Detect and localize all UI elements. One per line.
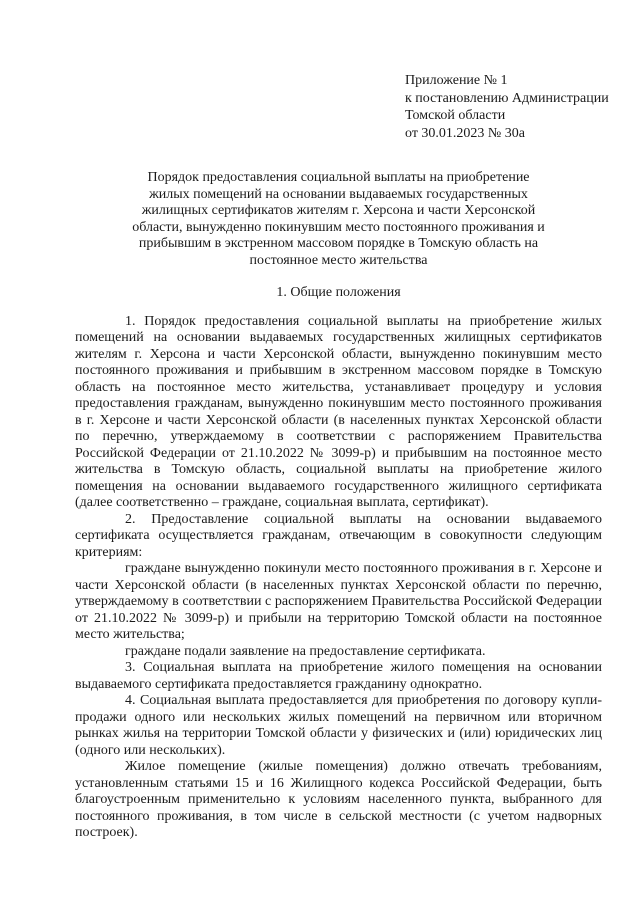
header-line-resolution: к постановлению Администрации	[405, 90, 609, 106]
section-heading: 1. Общие положения	[276, 285, 401, 300]
paragraph-2: 2. Предоставление социальной выплаты на основании выдаваемого сертификата осуществляется гражданам, отвечающим в совокупности следующим критериям:	[75, 511, 602, 560]
document-title: Порядок предоставления социальной выплаты на приобретение жилых помещений на основании выдаваемых государственных жилищных сертификатов жителям г. Херсона и части Херсонской области, вынужденно покинувшим место постоянного проживания и прибывшим в экстренном массовом порядке в Томскую область на постоянное место жительства	[132, 170, 545, 268]
paragraph-4-housing-requirements: Жилое помещение (жилые помещения) должно отвечать требованиям, установленным статьями 15 и 16 Жилищного кодекса Российской Федерации, быть благоустроенным применительно к условиям населенного пункта, выбранного для постоянного проживания, в том числе в сельской местности (с учетом надворных построек).	[75, 759, 602, 840]
paragraph-1: 1. Порядок предоставления социальной выплаты на приобретение жилых помещений на основании выдаваемых государственных жилищных сертификатов жителям г. Херсона и части Херсонской области, вынужденно покинувшим место постоянного проживания и прибывшим в экстренном массовом порядке в Томскую область на постоянное место жительства, устанавливает процедуру и условия предоставления гражданам, вынужденно покинувшим место постоянного проживания в г. Херсоне и части Херсонской области (в населенных пунктах Херсонской области по перечню, утверждаемому в соответствии с распоряжением Правительства Российской Федерации от 21.10.2022 № 3099-р) и прибывшим на постоянное место жительства в Томскую область, социальной выплаты на приобретение жилого помещения на основании выдаваемого государственного жилищного сертификата (далее соответственно – граждане, социальная выплата, сертификат).	[75, 313, 602, 510]
paragraph-2-criterion-1: граждане вынужденно покинули место постоянного проживания в г. Херсоне и части Херсонской области (в населенных пунктах Херсонской области по перечню, утверждаемому в соответствии с распоряжением Правительства Российской Федерации от 21.10.2022 № 3099-р) и прибыли на территорию Томской области на постоянное место жительства;	[75, 561, 602, 642]
document-header	[405, 72, 609, 142]
paragraph-3: 3. Социальная выплата на приобретение жилого помещения на основании выдаваемого сертификата предоставляется гражданину однократно.	[75, 660, 602, 692]
header-line-date-number: от 30.01.2023 № 30а	[405, 125, 526, 141]
header-line-appendix: Приложение № 1	[405, 73, 508, 88]
paragraph-4: 4. Социальная выплата предоставляется для приобретения по договору купли-продажи одного или нескольких жилых помещений на первичном или вторичном рынках жилья на территории Томской области у физических и (или) юридических лиц (одного или нескольких).	[75, 693, 602, 758]
paragraph-2-criterion-2: граждане подали заявление на предоставление сертификата.	[125, 643, 486, 659]
header-line-region: Томской области	[405, 108, 506, 123]
